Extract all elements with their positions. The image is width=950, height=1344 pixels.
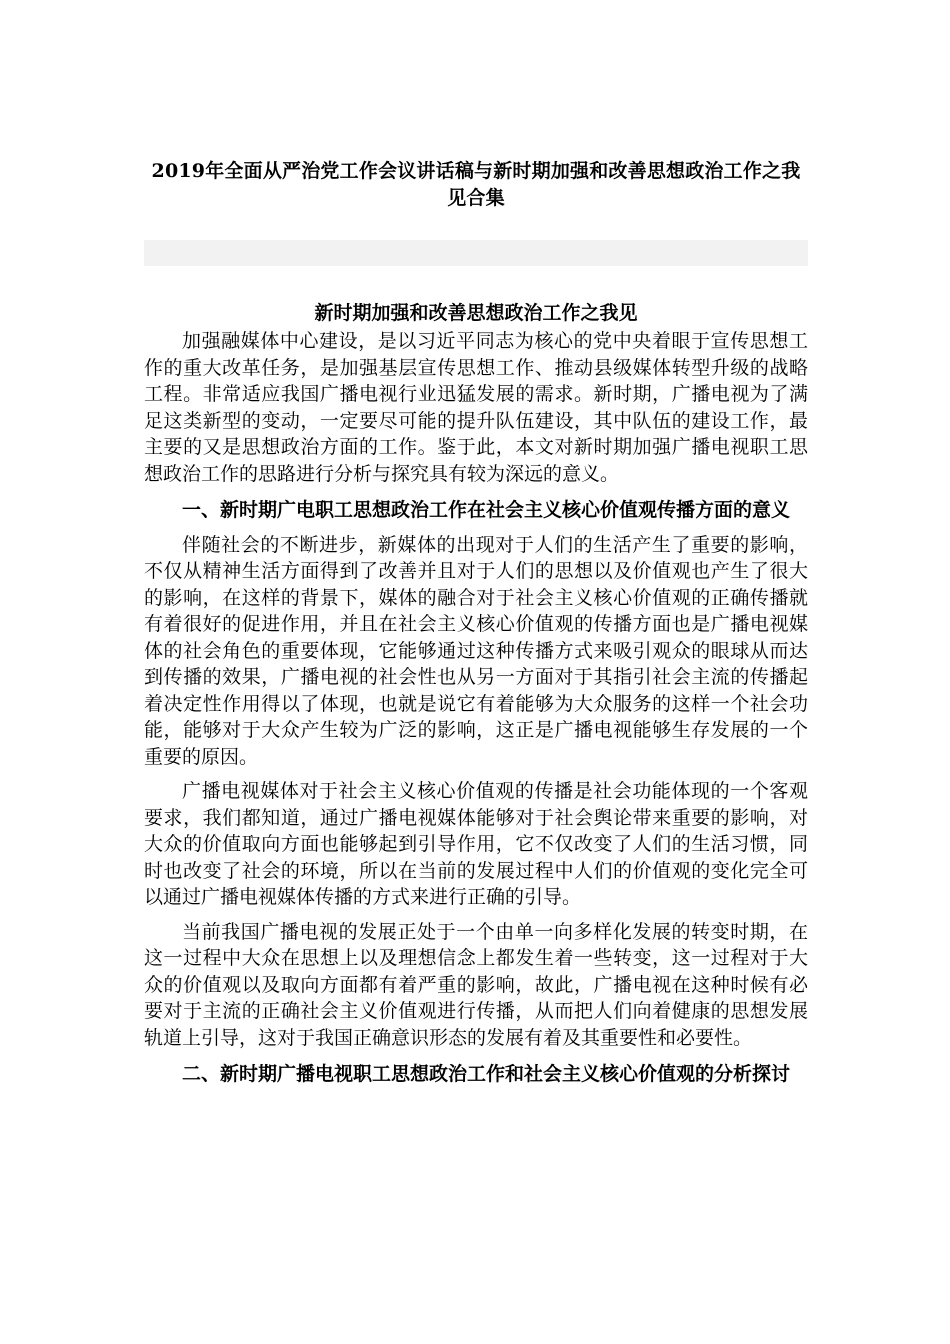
body-paragraph: 当前我国广播电视的发展正处于一个由单一向多样化发展的转变时期，在这一过程中大众在思想上以及理想信念上都发生着一些转变，这一过程对于大众的价值观以及取向方面都有着严重的影响，故此，广播电视在这种时候有必要对于主流的正确社会主义价值观进行传播，从而把人们向着健康的思想发展轨道上引导，这对于我国正确意识形态的发展有着及其重要性和必要性。 <box>144 920 808 1049</box>
body-paragraph: 加强融媒体中心建设，是以习近平同志为核心的党中央着眼于宣传思想工作的重大改革任务，是加强基层宣传思想工作、推动县级媒体转型升级的战略工程。非常适应我国广播电视行业迅猛发展的需求。新时期，广播电视为了满足这类新型的变动，一定要尽可能的提升队伍建设，其中队伍的建设工作，最主要的又是思想政治方面的工作。鉴于此，本文对新时期加强广播电视职工思想政治工作的思路进行分析与探究具有较为深远的意义。 <box>144 330 808 485</box>
document-body <box>144 328 808 1088</box>
section-heading: 一、新时期广电职工思想政治工作在社会主义核心价值观传播方面的意义 <box>182 499 791 521</box>
section-heading: 二、新时期广播电视职工思想政治工作和社会主义核心价值观的分析探讨 <box>182 1063 791 1085</box>
body-paragraph: 广播电视媒体对于社会主义核心价值观的传播是社会功能体现的一个客观要求，我们都知道，通过广播电视媒体能够对于社会舆论带来重要的影响，对大众的价值取向方面也能够起到引导作用，它不仅改变了人们的生活习惯，同时也改变了社会的环境，所以在当前的发展过程中人们的价值观的变化完全可以通过广播电视媒体传播的方式来进行正确的引导。 <box>144 780 808 908</box>
header-divider-band <box>144 240 808 266</box>
document-page <box>144 158 808 1096</box>
section-title: 新时期加强和改善思想政治工作之我见 <box>314 302 638 324</box>
body-paragraph: 伴随社会的不断进步，新媒体的出现对于人们的生活产生了重要的影响，不仅从精神生活方面得到了改善并且对于人们的思想以及价值观也产生了很大的影响，在这样的背景下，媒体的融合对于社会主义核心价值观的正确传播就有着很好的促进作用，并且在社会主义核心价值观的传播方面也是广播电视媒体的社会角色的重要体现，它能够通过这种传播方式来吸引观众的眼球从而达到传播的效果，广播电视的社会性也从另一方面对于其指引社会主流的传播起着决定性作用得以了体现，也就是说它有着能够为大众服务的这样一个社会功能，能够对于大众产生较为广泛的影响，这正是广播电视能够生存发展的一个重要的原因。 <box>144 533 808 768</box>
document-title: 2019年全面从严治党工作会议讲话稿与新时期加强和改善思想政治工作之我见合集 <box>151 160 801 209</box>
